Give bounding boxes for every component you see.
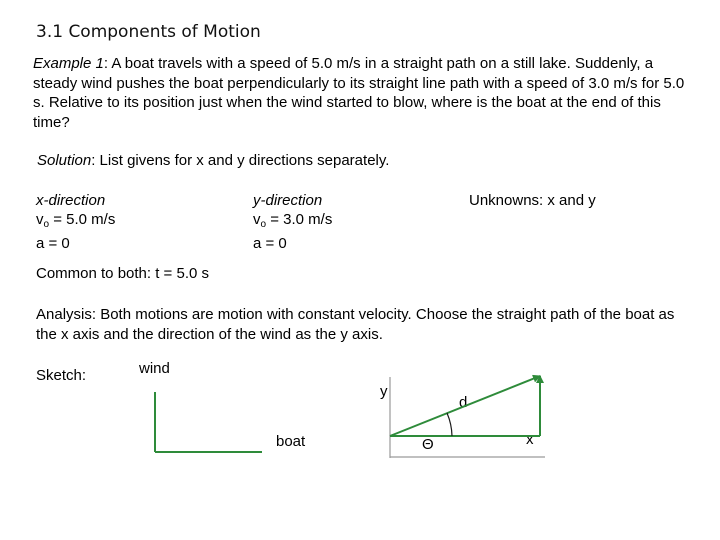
x-axis-label: x — [526, 431, 534, 448]
example-text: : A boat travels with a speed of 5.0 m/s in a straight path on a still lake. Suddenly, a steady wind pushes the boat perpendicularly to its straight line path with a speed of 3.0 m/s for 5.0 s. Relative to its position just when the wind started to blow, where is the boat at the end of this time? — [33, 55, 685, 131]
solution-text: : List givens for x and y directions separately. — [91, 152, 390, 169]
d-resultant-vector — [390, 376, 540, 436]
y-axis-label: y — [380, 383, 388, 400]
unknowns-text: Unknowns: x and y — [469, 192, 596, 209]
wind-label: wind — [139, 360, 170, 377]
theta-label: Θ — [422, 436, 434, 453]
example-label: Example 1 — [33, 55, 104, 72]
page-title: 3.1 Components of Motion — [36, 22, 261, 42]
boat-label: boat — [276, 433, 306, 450]
d-label: d — [459, 394, 468, 411]
x-initial-velocity: $v_o = 5.0$ m/s — [36, 211, 116, 230]
solution-label: Solution — [37, 152, 92, 169]
y-direction-heading: y-direction — [253, 192, 323, 209]
x-direction-heading: x-direction — [36, 192, 106, 209]
x-acceleration: a = 0 — [36, 235, 70, 252]
theta-arc — [447, 413, 452, 436]
analysis-text: Analysis: Both motions are motion with constant velocity. Choose the straight path of the boat as the x axis and the direction of the wind as the y axis. — [36, 306, 675, 343]
y-acceleration: a = 0 — [253, 235, 287, 252]
sketch-label: Sketch: — [36, 367, 87, 384]
y-initial-velocity: $v_o = 3.0$ m/s — [253, 211, 333, 230]
common-text: Common to both: t = 5.0 s — [36, 265, 210, 282]
